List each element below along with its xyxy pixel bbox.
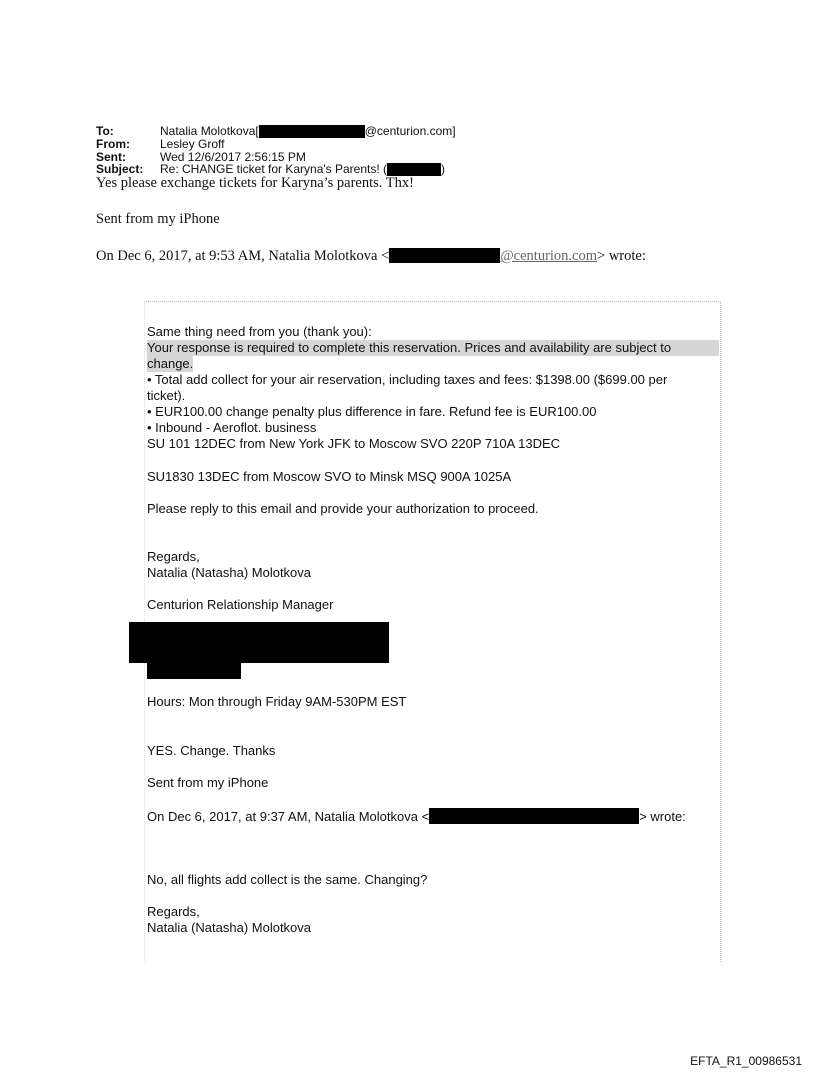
quoted-line: Natalia (Natasha) Molotkova (147, 565, 312, 580)
to-row (96, 125, 456, 138)
quoted-line: Sent from my iPhone (147, 775, 269, 790)
to-suffix: @centurion.com] (364, 124, 456, 138)
quoted-line: • EUR100.00 change penalty plus difference in fare. Refund fee is EUR100.00 (147, 404, 597, 419)
from-label: From: (96, 137, 130, 151)
highlighted-line: Your response is required to complete this reservation. Prices and availability are subject to (147, 340, 719, 356)
quoted-line: Please reply to this email and provide your authorization to proceed. (147, 501, 539, 516)
subject-label: Subject: (96, 162, 144, 177)
signature: Sent from my iPhone (96, 211, 220, 227)
email-link[interactable]: @centurion.com (500, 248, 598, 264)
wrote-prefix: On Dec 6, 2017, at 9:53 AM, Natalia Molotkova < (96, 248, 390, 264)
quoted-line (147, 808, 686, 825)
reply-line: Yes please exchange tickets for Karyna’s parents. Thx! (96, 175, 414, 191)
subject-value: Re: CHANGE ticket for Karyna's Parents! ( (160, 162, 388, 177)
subject-suffix: ) (441, 162, 446, 177)
quoted-line: ticket). (147, 388, 186, 403)
redaction-block (129, 622, 389, 663)
wrote-prefix: On Dec 6, 2017, at 9:37 AM, Natalia Molotkova < (147, 809, 430, 824)
email-header (96, 125, 456, 176)
quoted-line: SU 101 12DEC from New York JFK to Moscow SVO 220P 710A 13DEC (147, 436, 561, 451)
wrote-suffix: > wrote: (597, 248, 646, 264)
quoted-line: Natalia (Natasha) Molotkova (147, 920, 312, 935)
quoted-line: • Inbound - Aeroflot. business (147, 420, 317, 435)
wrote-suffix: > wrote: (639, 809, 686, 824)
redaction-box (389, 248, 500, 263)
to-label: To: (96, 124, 114, 138)
quoted-line: SU1830 13DEC from Moscow SVO to Minsk MSQ 900A 1025A (147, 469, 512, 484)
quoted-line: Centurion Relationship Manager (147, 597, 334, 612)
from-value: Lesley Groff (160, 137, 225, 151)
document-id: EFTA_R1_00986531 (690, 1054, 802, 1068)
wrote-line (96, 248, 646, 265)
quoted-line: Regards, (147, 549, 200, 564)
sent-value: Wed 12/6/2017 2:56:15 PM (160, 149, 306, 164)
quoted-line: Hours: Mon through Friday 9AM-530PM EST (147, 694, 407, 709)
from-row (96, 138, 456, 151)
redaction-box (259, 125, 365, 138)
quoted-line: • Total add collect for your air reservation, including taxes and fees: $1398.00 ($699.00 per (147, 372, 668, 387)
quoted-line: No, all flights add collect is the same. Changing? (147, 872, 428, 887)
redaction-box (429, 808, 639, 824)
quoted-line: YES. Change. Thanks (147, 743, 276, 758)
to-value: Natalia Molotkova[ (160, 124, 259, 138)
sent-label: Sent: (96, 149, 126, 164)
highlighted-line: change. (147, 356, 194, 371)
redaction-block (147, 660, 241, 679)
quoted-line: Regards, (147, 904, 200, 919)
quoted-line: Same thing need from you (thank you): (147, 324, 372, 339)
